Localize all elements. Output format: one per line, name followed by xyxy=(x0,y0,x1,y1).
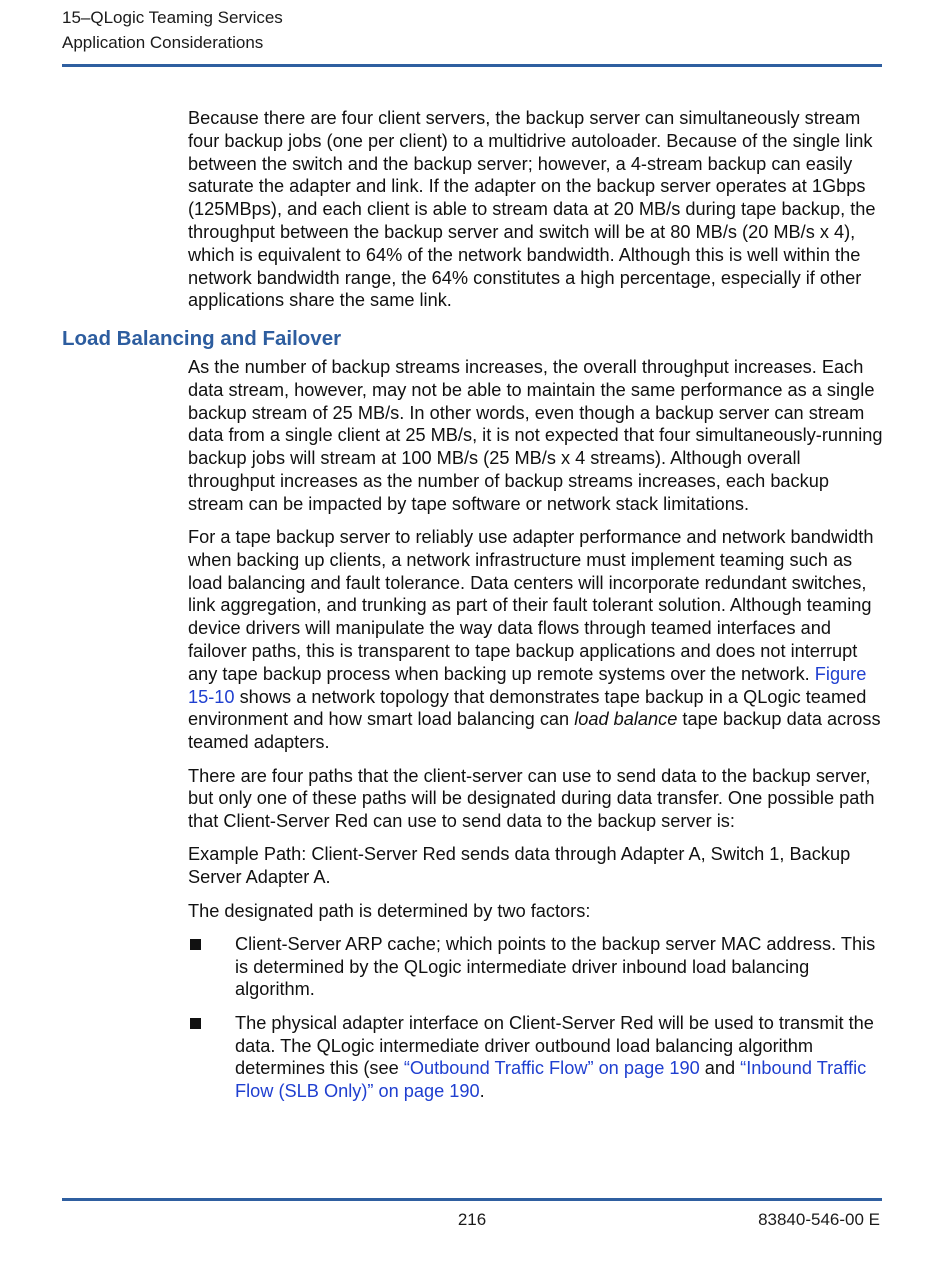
section-heading: Load Balancing and Failover xyxy=(62,327,342,350)
header-rule xyxy=(62,64,882,67)
paragraph-teaming xyxy=(188,526,888,754)
inbound-traffic-flow-link[interactable]: “Inbound Traffic Flow (SLB Only)” on page 190 xyxy=(235,1058,867,1102)
list-item xyxy=(188,933,888,1001)
bullet-text: Client-Server ARP cache; which points to the backup server MAC address. This is determined by the QLogic intermediate driver inbound load balancing algorithm. xyxy=(235,933,876,1000)
outbound-traffic-flow-link[interactable]: “Outbound Traffic Flow” on page 190 xyxy=(403,1058,700,1079)
bullet-text-end: . xyxy=(479,1081,485,1102)
intro-paragraph: Because there are four client servers, the backup server can simultaneously stream four backup jobs (one per client) to a multidrive autoloader. Because of the single link between the switch and the backup server; however, a 4-stream backup can easily saturate the adapter and link. If the adapter on the backup server operates at 1Gbps (125MBps), and each client is able to stream data at 20 MB/s during tape backup, the throughput between the backup server and switch will be at 80 MB/s (20 MB/s x 4), which is equivalent to 64% of the network bandwidth. Although this is well within the network bandwidth range, the 64% constitutes a high percentage, especially if other applications share the same link. xyxy=(188,108,876,311)
section-body xyxy=(188,356,888,1113)
square-bullet-icon xyxy=(190,1018,201,1029)
page-number: 216 xyxy=(457,1210,487,1229)
paragraph-teaming-text-2: shows a network topology that demonstrates tape backup in a QLogic teamed environment and how smart load balancing can xyxy=(188,686,867,730)
document-number: 83840-546-00 E xyxy=(758,1210,880,1229)
paragraph-example-path: Example Path: Client-Server Red sends data through Adapter A, Switch 1, Backup Server Adapter A. xyxy=(188,844,851,888)
paragraph-factors: The designated path is determined by two factors: xyxy=(188,900,591,921)
bullet-text: The physical adapter interface on Client-Server Red will be used to transmit the data. The QLogic intermediate driver outbound load balancing algorithm determines this (see xyxy=(235,1012,874,1079)
section-title: Application Considerations xyxy=(62,33,264,52)
running-header xyxy=(62,5,283,55)
paragraph-throughput: As the number of backup streams increases, the overall throughput increases. Each data stream, however, may not be able to maintain the same performance as a single backup stream of 25 MB/s. In other words, even though a backup server can stream data from a single client at 25 MB/s, it is not expected that four simultaneously-running backup jobs will stream at 100 MB/s (25 MB/s x 4 streams). Although overall throughput increases as the number of backup streams increases, each backup stream can be impacted by tape software or network stack limitations. xyxy=(188,357,883,514)
square-bullet-icon xyxy=(190,939,201,950)
chapter-title: 15–QLogic Teaming Services xyxy=(62,8,283,27)
list-item xyxy=(188,1012,888,1103)
paragraph-teaming-text: For a tape backup server to reliably use adapter performance and network bandwidth when backing up clients, a network infrastructure must implement teaming such as load balancing and fault tolerance. Data centers will incorporate redundant switches, link aggregation, and trunking as part of their fault tolerant solution. Although teaming device drivers will manipulate the way data flows through teamed interfaces and failover paths, this is transparent to tape backup applications and does not interrupt any tape backup process when backing up remote systems over the network. xyxy=(188,527,874,684)
paragraph-teaming-text-3: tape backup data across teamed adapters. xyxy=(188,709,881,753)
figure-15-10-link[interactable]: Figure 15-10 xyxy=(188,663,867,707)
bullet-text-mid: and xyxy=(699,1058,741,1079)
emphasis-load-balance: load balance xyxy=(574,709,678,730)
intro-block xyxy=(188,107,888,323)
paragraph-paths: There are four paths that the client-server can use to send data to the backup server, but only one of these paths will be designated during data transfer. One possible path that Client-Server Red can use to send data to the backup server is: xyxy=(188,765,875,832)
footer-rule xyxy=(62,1198,882,1201)
factor-list xyxy=(188,933,888,1103)
